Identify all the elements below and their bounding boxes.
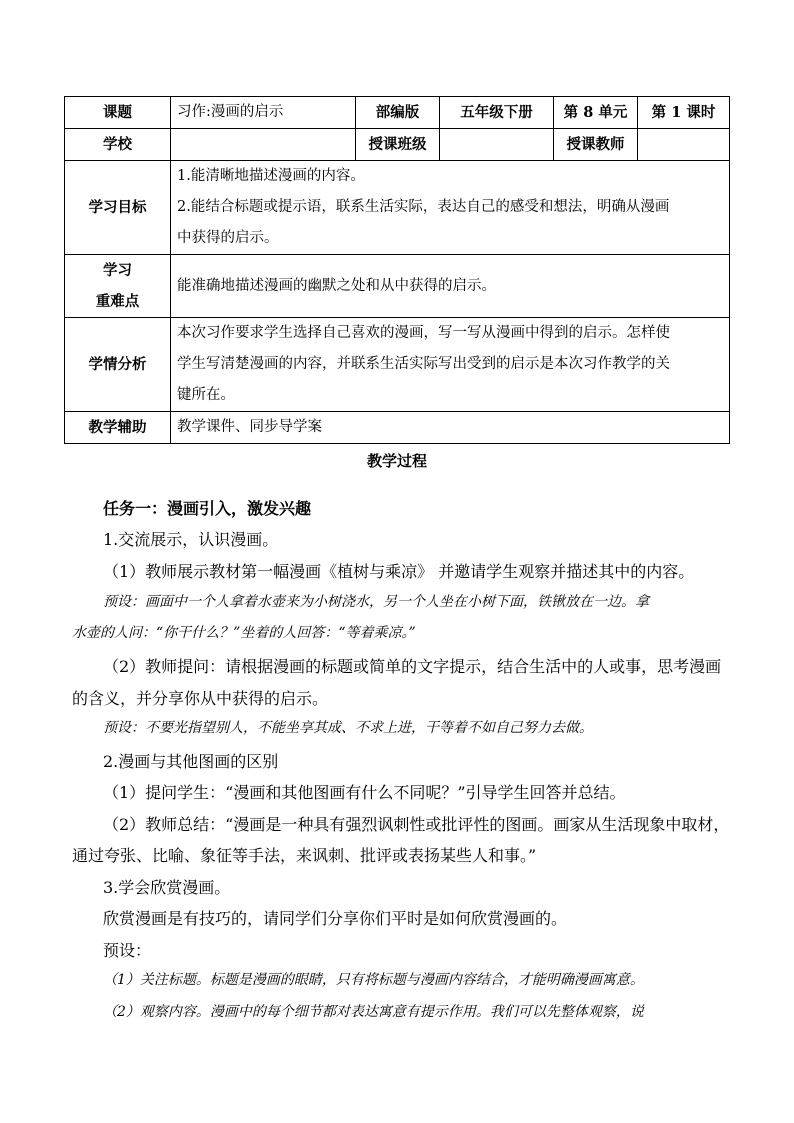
paragraph-line: 1.交流展示，认识漫画。 xyxy=(103,530,279,549)
paragraph-line: （1）提问学生：“漫画和其他图画有什么不同呢？”引导学生回答并总结。 xyxy=(103,783,626,802)
cell-goal-text xyxy=(171,161,730,255)
paragraph-line: 的含义，并分享你从中获得的启示。 xyxy=(72,689,329,708)
cell-grade: 五年级下册 xyxy=(440,97,554,129)
paragraph-line: 通过夸张、比喻、象征等手法，来讽刺、批评或表扬某些人和事。” xyxy=(72,846,537,865)
table-row xyxy=(65,129,730,161)
cell-class-value xyxy=(440,129,554,161)
cell-school-value xyxy=(171,129,356,161)
key-label-line: 学习 xyxy=(103,262,132,279)
table-row xyxy=(65,161,730,255)
table-row xyxy=(65,412,730,444)
cell-topic-label: 课题 xyxy=(65,97,171,129)
analysis-line: 本次习作要求学生选择自己喜欢的漫画，写一写从漫画中得到的启示。怎样使 xyxy=(177,325,670,341)
process-title: 教学过程 xyxy=(366,452,427,470)
cell-edition: 部编版 xyxy=(356,97,440,129)
cell-teacher-value xyxy=(638,129,730,161)
paragraph-line: 2.漫画与其他图画的区别 xyxy=(103,752,279,771)
analysis-line: 键所在。 xyxy=(177,387,235,403)
cell-period: 第 1 课时 xyxy=(638,97,730,129)
cell-analysis-text xyxy=(171,318,730,412)
cell-aid-text: 教学课件、同步导学案 xyxy=(171,412,730,444)
goal-line: 1.能清晰地描述漫画的内容。 xyxy=(177,168,365,184)
analysis-line: 学生写清楚漫画的内容，并联系生活实际写出受到的启示是本次习作教学的关 xyxy=(177,356,670,372)
paragraph-line: 预设：不要光指望别人，不能坐享其成、不求上进，干等着不如自己努力去做。 xyxy=(103,720,593,736)
paragraph-line: 水壶的人问：“你干什么？”坐着的人回答：“等着乘凉。” xyxy=(72,625,416,641)
table-row xyxy=(65,318,730,412)
cell-goal-label: 学习目标 xyxy=(65,161,171,255)
paragraph-line: （2）教师提问：请根据漫画的标题或简单的文字提示，结合生活中的人或事，思考漫画 xyxy=(103,657,722,676)
cell-topic-value: 习作:漫画的启示 xyxy=(171,97,356,129)
paragraph-line: （2）教师总结：“漫画是一种具有强烈讽刺性或批评性的图画。画家从生活现象中取材， xyxy=(103,815,730,834)
paragraph-line: 欣赏漫画是有技巧的，请同学们分享你们平时是如何欣赏漫画的。 xyxy=(103,909,568,928)
cell-class-label: 授课班级 xyxy=(356,129,440,161)
task-heading: 任务一：漫画引入，激发兴趣 xyxy=(103,499,312,518)
cell-aid-label: 教学辅助 xyxy=(65,412,171,444)
goal-line: 中获得的启示。 xyxy=(177,230,279,246)
cell-teacher-label: 授课教师 xyxy=(554,129,638,161)
cell-unit: 第 8 单元 xyxy=(554,97,638,129)
goal-line: 2.能结合标题或提示语，联系生活实际，表达自己的感受和想法，明确从漫画 xyxy=(177,199,670,215)
paragraph-line: 3.学会欣赏漫画。 xyxy=(103,878,231,897)
table-row xyxy=(65,255,730,318)
cell-key-label xyxy=(65,255,171,318)
key-label-line: 重难点 xyxy=(95,293,140,310)
lesson-info-table xyxy=(64,96,730,444)
cell-analysis-label: 学情分析 xyxy=(65,318,171,412)
cell-key-text: 能准确地描述漫画的幽默之处和从中获得的启示。 xyxy=(171,255,730,318)
paragraph-line: （1）教师展示教材第一幅漫画《植树与乘凉》 并邀请学生观察并描述其中的内容。 xyxy=(103,562,695,581)
table-row xyxy=(65,97,730,129)
cell-school-label: 学校 xyxy=(65,129,171,161)
paragraph-line: 预设： xyxy=(103,941,152,960)
paragraph-line: （2）观察内容。漫画中的每个细节都对表达寓意有提示作用。我们可以先整体观察，说 xyxy=(103,1004,644,1020)
paragraph-line: 预设：画面中一个人拿着水壶来为小树浇水，另一个人坐在小树下面，铁锹放在一边。拿 xyxy=(103,594,649,610)
paragraph-line: （1）关注标题。标题是漫画的眼睛，只有将标题与漫画内容结合，才能明确漫画寓意。 xyxy=(103,972,644,988)
